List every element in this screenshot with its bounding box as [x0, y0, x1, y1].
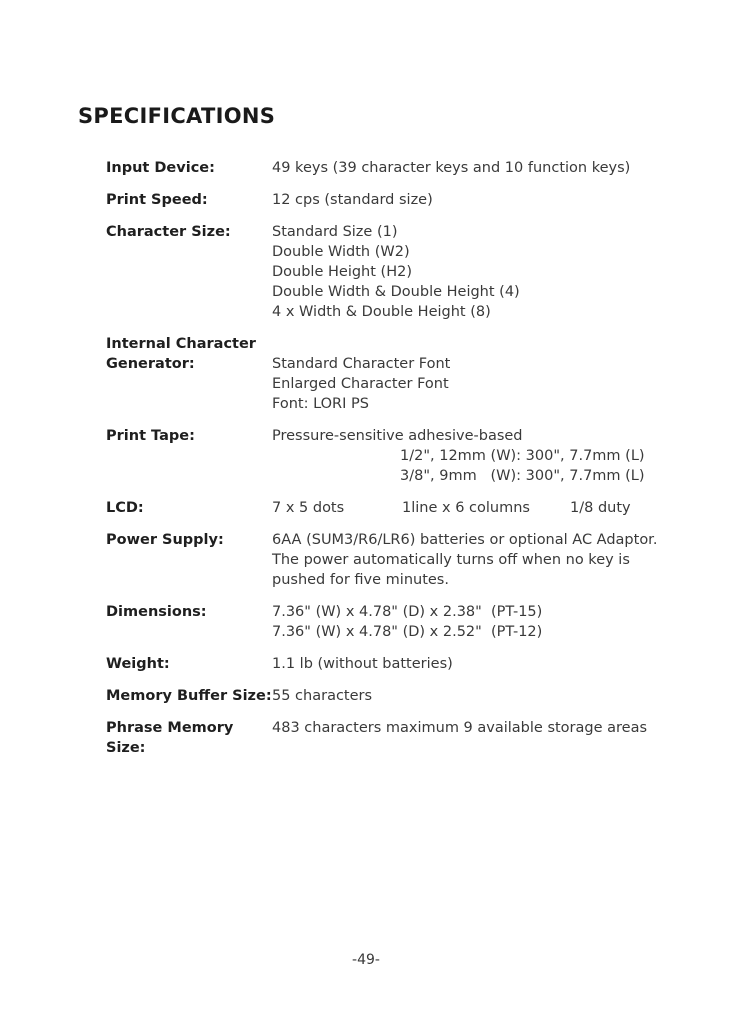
value-line: Standard Size (1) [272, 224, 398, 240]
spec-label: Power Supply: [106, 532, 224, 548]
spec-value [272, 354, 662, 414]
lcd-columns: 1line x 6 columns [402, 500, 530, 516]
value-line: Standard Character Font [272, 356, 451, 372]
value-line: Double Width (W2) [272, 244, 410, 260]
spec-value: 49 keys (39 character keys and 10 function keys) [272, 160, 631, 176]
spec-label: Character Size: [106, 224, 231, 240]
spec-label [106, 334, 276, 374]
value-line: Font: LORI PS [272, 396, 369, 412]
spec-label: Print Speed: [106, 192, 208, 208]
value-line: 3/8", 9mm (W): 300", 7.7mm (L) [400, 468, 645, 484]
value-line: 1/2", 12mm (W): 300", 7.7mm (L) [400, 448, 645, 464]
value-line: Double Width & Double Height (4) [272, 284, 520, 300]
spec-label: Weight: [106, 656, 170, 672]
spec-value [272, 530, 662, 590]
spec-label: Phrase Memory Size: [106, 720, 234, 756]
spec-value: 55 characters [272, 688, 373, 704]
value-line: 6AA (SUM3/R6/LR6) batteries or optional AC Adaptor. [272, 532, 658, 548]
spec-value: 483 characters maximum 9 available storage areas [272, 720, 648, 736]
value-line: 7.36" (W) x 4.78" (D) x 2.52" (PT-12) [272, 624, 543, 640]
spec-value [272, 602, 662, 642]
value-line: The power automatically turns off when no key is [272, 552, 630, 568]
lcd-dots: 7 x 5 dots [272, 500, 345, 516]
page-title: SPECIFICATIONS [78, 104, 276, 128]
value-line: 4 x Width & Double Height (8) [272, 304, 491, 320]
spec-label: Print Tape: [106, 428, 195, 444]
spec-value [272, 498, 662, 518]
spec-label: LCD: [106, 500, 144, 516]
spec-label-line: Generator: [106, 356, 195, 372]
value-line: Pressure-sensitive adhesive-based [272, 428, 523, 444]
value-line: Double Height (H2) [272, 264, 412, 280]
page-number: -49- [352, 952, 380, 968]
value-line: Enlarged Character Font [272, 376, 449, 392]
spec-label-line: Internal Character [106, 336, 256, 352]
spec-label: Memory Buffer Size: [106, 688, 272, 704]
spec-label: Dimensions: [106, 604, 207, 620]
lcd-duty: 1/8 duty [570, 500, 631, 516]
spec-value [272, 222, 662, 322]
spec-value: 12 cps (standard size) [272, 192, 433, 208]
spec-label: Input Device: [106, 160, 215, 176]
spec-value: 1.1 lb (without batteries) [272, 656, 453, 672]
spec-value [272, 426, 662, 486]
value-line: 7.36" (W) x 4.78" (D) x 2.38" (PT-15) [272, 604, 543, 620]
value-line: pushed for five minutes. [272, 572, 449, 588]
